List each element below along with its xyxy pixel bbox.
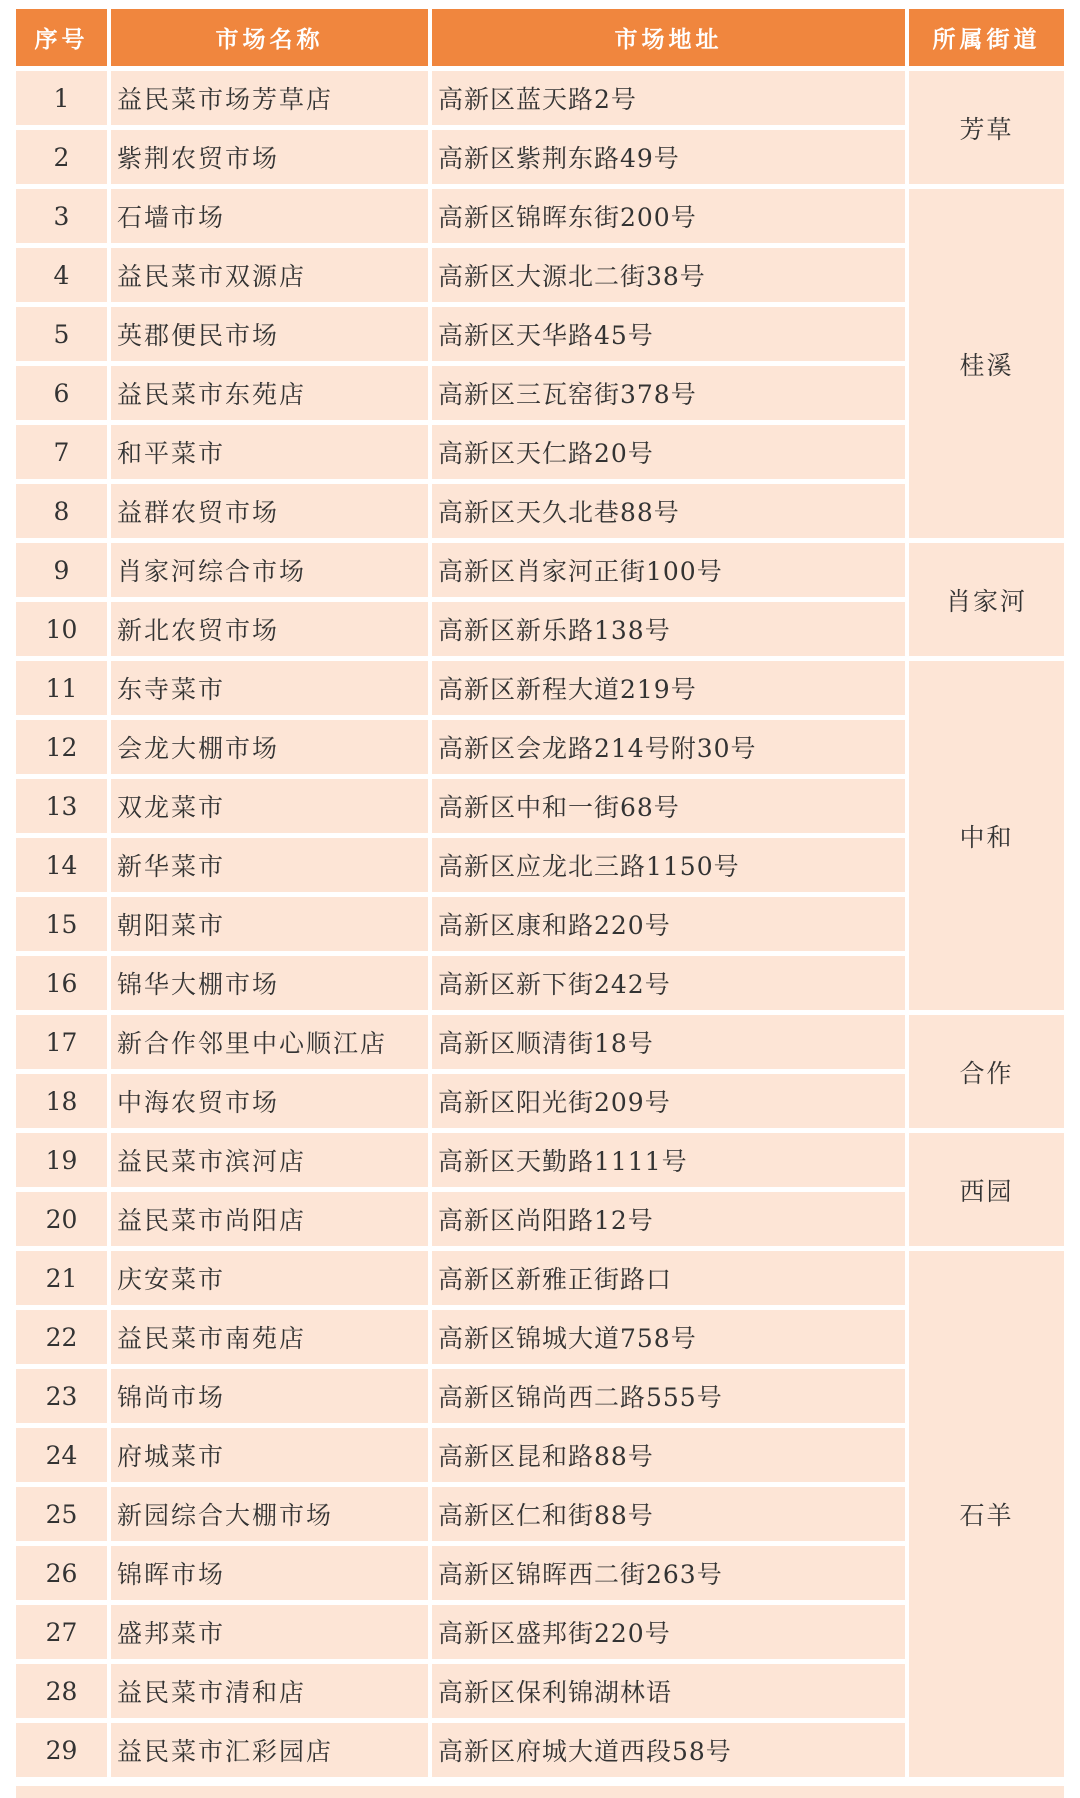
cell-market-address: 高新区锦晖西二街263号 (432, 1546, 905, 1600)
header-cell-name: 市场名称 (111, 9, 428, 66)
table-row (16, 720, 1064, 774)
cell-market-name: 和平菜市 (111, 425, 428, 479)
header-row (16, 9, 1064, 66)
cell-number: 11 (16, 661, 107, 715)
table-row (16, 543, 1064, 597)
table-row (16, 1664, 1064, 1718)
cell-number: 24 (16, 1428, 107, 1482)
cell-number: 26 (16, 1546, 107, 1600)
cell-market-name: 会龙大棚市场 (111, 720, 428, 774)
cell-number: 9 (16, 543, 107, 597)
cell-street: 西园 (909, 1133, 1064, 1246)
table-row (16, 71, 1064, 125)
cell-market-name: 肖家河综合市场 (111, 543, 428, 597)
cell-number: 6 (16, 366, 107, 420)
cell-market-address: 高新区紫荆东路49号 (432, 130, 905, 184)
cell-market-name: 新北农贸市场 (111, 602, 428, 656)
cell-market-address: 高新区三瓦窑街378号 (432, 366, 905, 420)
cell-market-address: 高新区蓝天路2号 (432, 71, 905, 125)
cell-number: 8 (16, 484, 107, 538)
cell-market-address: 高新区肖家河正街100号 (432, 543, 905, 597)
cell-number: 22 (16, 1310, 107, 1364)
cell-market-address: 高新区康和路220号 (432, 897, 905, 951)
cell-number: 25 (16, 1487, 107, 1541)
cell-market-address: 高新区新雅正街路口 (432, 1251, 905, 1305)
cell-market-address: 高新区大源北二街38号 (432, 248, 905, 302)
cell-market-name: 益民菜市尚阳店 (111, 1192, 428, 1246)
cell-market-name: 新园综合大棚市场 (111, 1487, 428, 1541)
header-cell-no: 序号 (16, 9, 107, 66)
header-cell-street: 所属街道 (909, 9, 1064, 66)
table-row (16, 1074, 1064, 1128)
table-row (16, 130, 1064, 184)
table-row (16, 838, 1064, 892)
market-table (12, 4, 1068, 1782)
cell-street: 中和 (909, 661, 1064, 1010)
table-row (16, 1428, 1064, 1482)
cell-market-address: 高新区盛邦街220号 (432, 1605, 905, 1659)
cell-market-address: 高新区仁和街88号 (432, 1487, 905, 1541)
cell-number: 7 (16, 425, 107, 479)
cell-number: 18 (16, 1074, 107, 1128)
table-row (16, 1133, 1064, 1187)
cell-number: 27 (16, 1605, 107, 1659)
cell-market-address: 高新区新乐路138号 (432, 602, 905, 656)
cell-number: 16 (16, 956, 107, 1010)
cell-number: 3 (16, 189, 107, 243)
cell-street: 石羊 (909, 1251, 1064, 1777)
table-row (16, 484, 1064, 538)
table-body (16, 71, 1064, 1777)
cell-market-address: 高新区尚阳路12号 (432, 1192, 905, 1246)
cell-number: 1 (16, 71, 107, 125)
table-row (16, 602, 1064, 656)
table-row (16, 1605, 1064, 1659)
cell-market-name: 东寺菜市 (111, 661, 428, 715)
cell-number: 23 (16, 1369, 107, 1423)
cell-number: 28 (16, 1664, 107, 1718)
cell-number: 29 (16, 1723, 107, 1777)
cell-street: 肖家河 (909, 543, 1064, 656)
table-row (16, 779, 1064, 833)
cell-market-name: 锦晖市场 (111, 1546, 428, 1600)
cell-street: 桂溪 (909, 189, 1064, 538)
cell-market-name: 益群农贸市场 (111, 484, 428, 538)
cell-market-name: 锦华大棚市场 (111, 956, 428, 1010)
table-row (16, 366, 1064, 420)
cell-market-name: 石墙市场 (111, 189, 428, 243)
cell-market-address: 高新区锦城大道758号 (432, 1310, 905, 1364)
cell-market-name: 锦尚市场 (111, 1369, 428, 1423)
cell-market-name: 益民菜市汇彩园店 (111, 1723, 428, 1777)
cell-market-address: 高新区天仁路20号 (432, 425, 905, 479)
table-row (16, 1015, 1064, 1069)
cell-market-address: 高新区天勤路1111号 (432, 1133, 905, 1187)
cell-number: 12 (16, 720, 107, 774)
cell-market-name: 新合作邻里中心顺江店 (111, 1015, 428, 1069)
cell-market-name: 府城菜市 (111, 1428, 428, 1482)
cell-market-address: 高新区顺清街18号 (432, 1015, 905, 1069)
cell-market-address: 高新区保利锦湖林语 (432, 1664, 905, 1718)
cell-market-name: 益民菜市南苑店 (111, 1310, 428, 1364)
cell-market-address: 高新区昆和路88号 (432, 1428, 905, 1482)
cell-market-name: 朝阳菜市 (111, 897, 428, 951)
cell-number: 20 (16, 1192, 107, 1246)
table-row (16, 425, 1064, 479)
header-cell-address: 市场地址 (432, 9, 905, 66)
cell-market-address: 高新区新下街242号 (432, 956, 905, 1010)
cell-number: 4 (16, 248, 107, 302)
cell-market-name: 英郡便民市场 (111, 307, 428, 361)
cell-market-address: 高新区天华路45号 (432, 307, 905, 361)
cell-market-address: 高新区府城大道西段58号 (432, 1723, 905, 1777)
cell-market-name: 中海农贸市场 (111, 1074, 428, 1128)
table-row (16, 956, 1064, 1010)
cell-number: 14 (16, 838, 107, 892)
cell-market-address: 高新区天久北巷88号 (432, 484, 905, 538)
table-row (16, 1310, 1064, 1364)
cell-market-name: 新华菜市 (111, 838, 428, 892)
cell-market-address: 高新区阳光街209号 (432, 1074, 905, 1128)
table-row (16, 1369, 1064, 1423)
table-row (16, 661, 1064, 715)
table-row (16, 897, 1064, 951)
cell-number: 13 (16, 779, 107, 833)
table-bottom-edge (16, 1786, 1064, 1798)
cell-market-address: 高新区锦晖东街200号 (432, 189, 905, 243)
cell-number: 17 (16, 1015, 107, 1069)
cell-number: 10 (16, 602, 107, 656)
cell-market-name: 庆安菜市 (111, 1251, 428, 1305)
cell-market-address: 高新区锦尚西二路555号 (432, 1369, 905, 1423)
cell-market-address: 高新区应龙北三路1150号 (432, 838, 905, 892)
cell-market-name: 益民菜市场芳草店 (111, 71, 428, 125)
cell-market-name: 双龙菜市 (111, 779, 428, 833)
cell-number: 2 (16, 130, 107, 184)
cell-market-address: 高新区中和一街68号 (432, 779, 905, 833)
table-row (16, 1723, 1064, 1777)
table-row (16, 248, 1064, 302)
table-row (16, 1192, 1064, 1246)
table-row (16, 1546, 1064, 1600)
cell-number: 15 (16, 897, 107, 951)
cell-market-address: 高新区会龙路214号附30号 (432, 720, 905, 774)
cell-number: 5 (16, 307, 107, 361)
cell-market-address: 高新区新程大道219号 (432, 661, 905, 715)
cell-number: 19 (16, 1133, 107, 1187)
cell-market-name: 益民菜市双源店 (111, 248, 428, 302)
table-row (16, 307, 1064, 361)
cell-street: 芳草 (909, 71, 1064, 184)
cell-street: 合作 (909, 1015, 1064, 1128)
cell-market-name: 紫荆农贸市场 (111, 130, 428, 184)
table-row (16, 189, 1064, 243)
table-row (16, 1251, 1064, 1305)
cell-market-name: 益民菜市清和店 (111, 1664, 428, 1718)
table-row (16, 1487, 1064, 1541)
cell-market-name: 益民菜市滨河店 (111, 1133, 428, 1187)
cell-market-name: 益民菜市东苑店 (111, 366, 428, 420)
cell-market-name: 盛邦菜市 (111, 1605, 428, 1659)
cell-number: 21 (16, 1251, 107, 1305)
